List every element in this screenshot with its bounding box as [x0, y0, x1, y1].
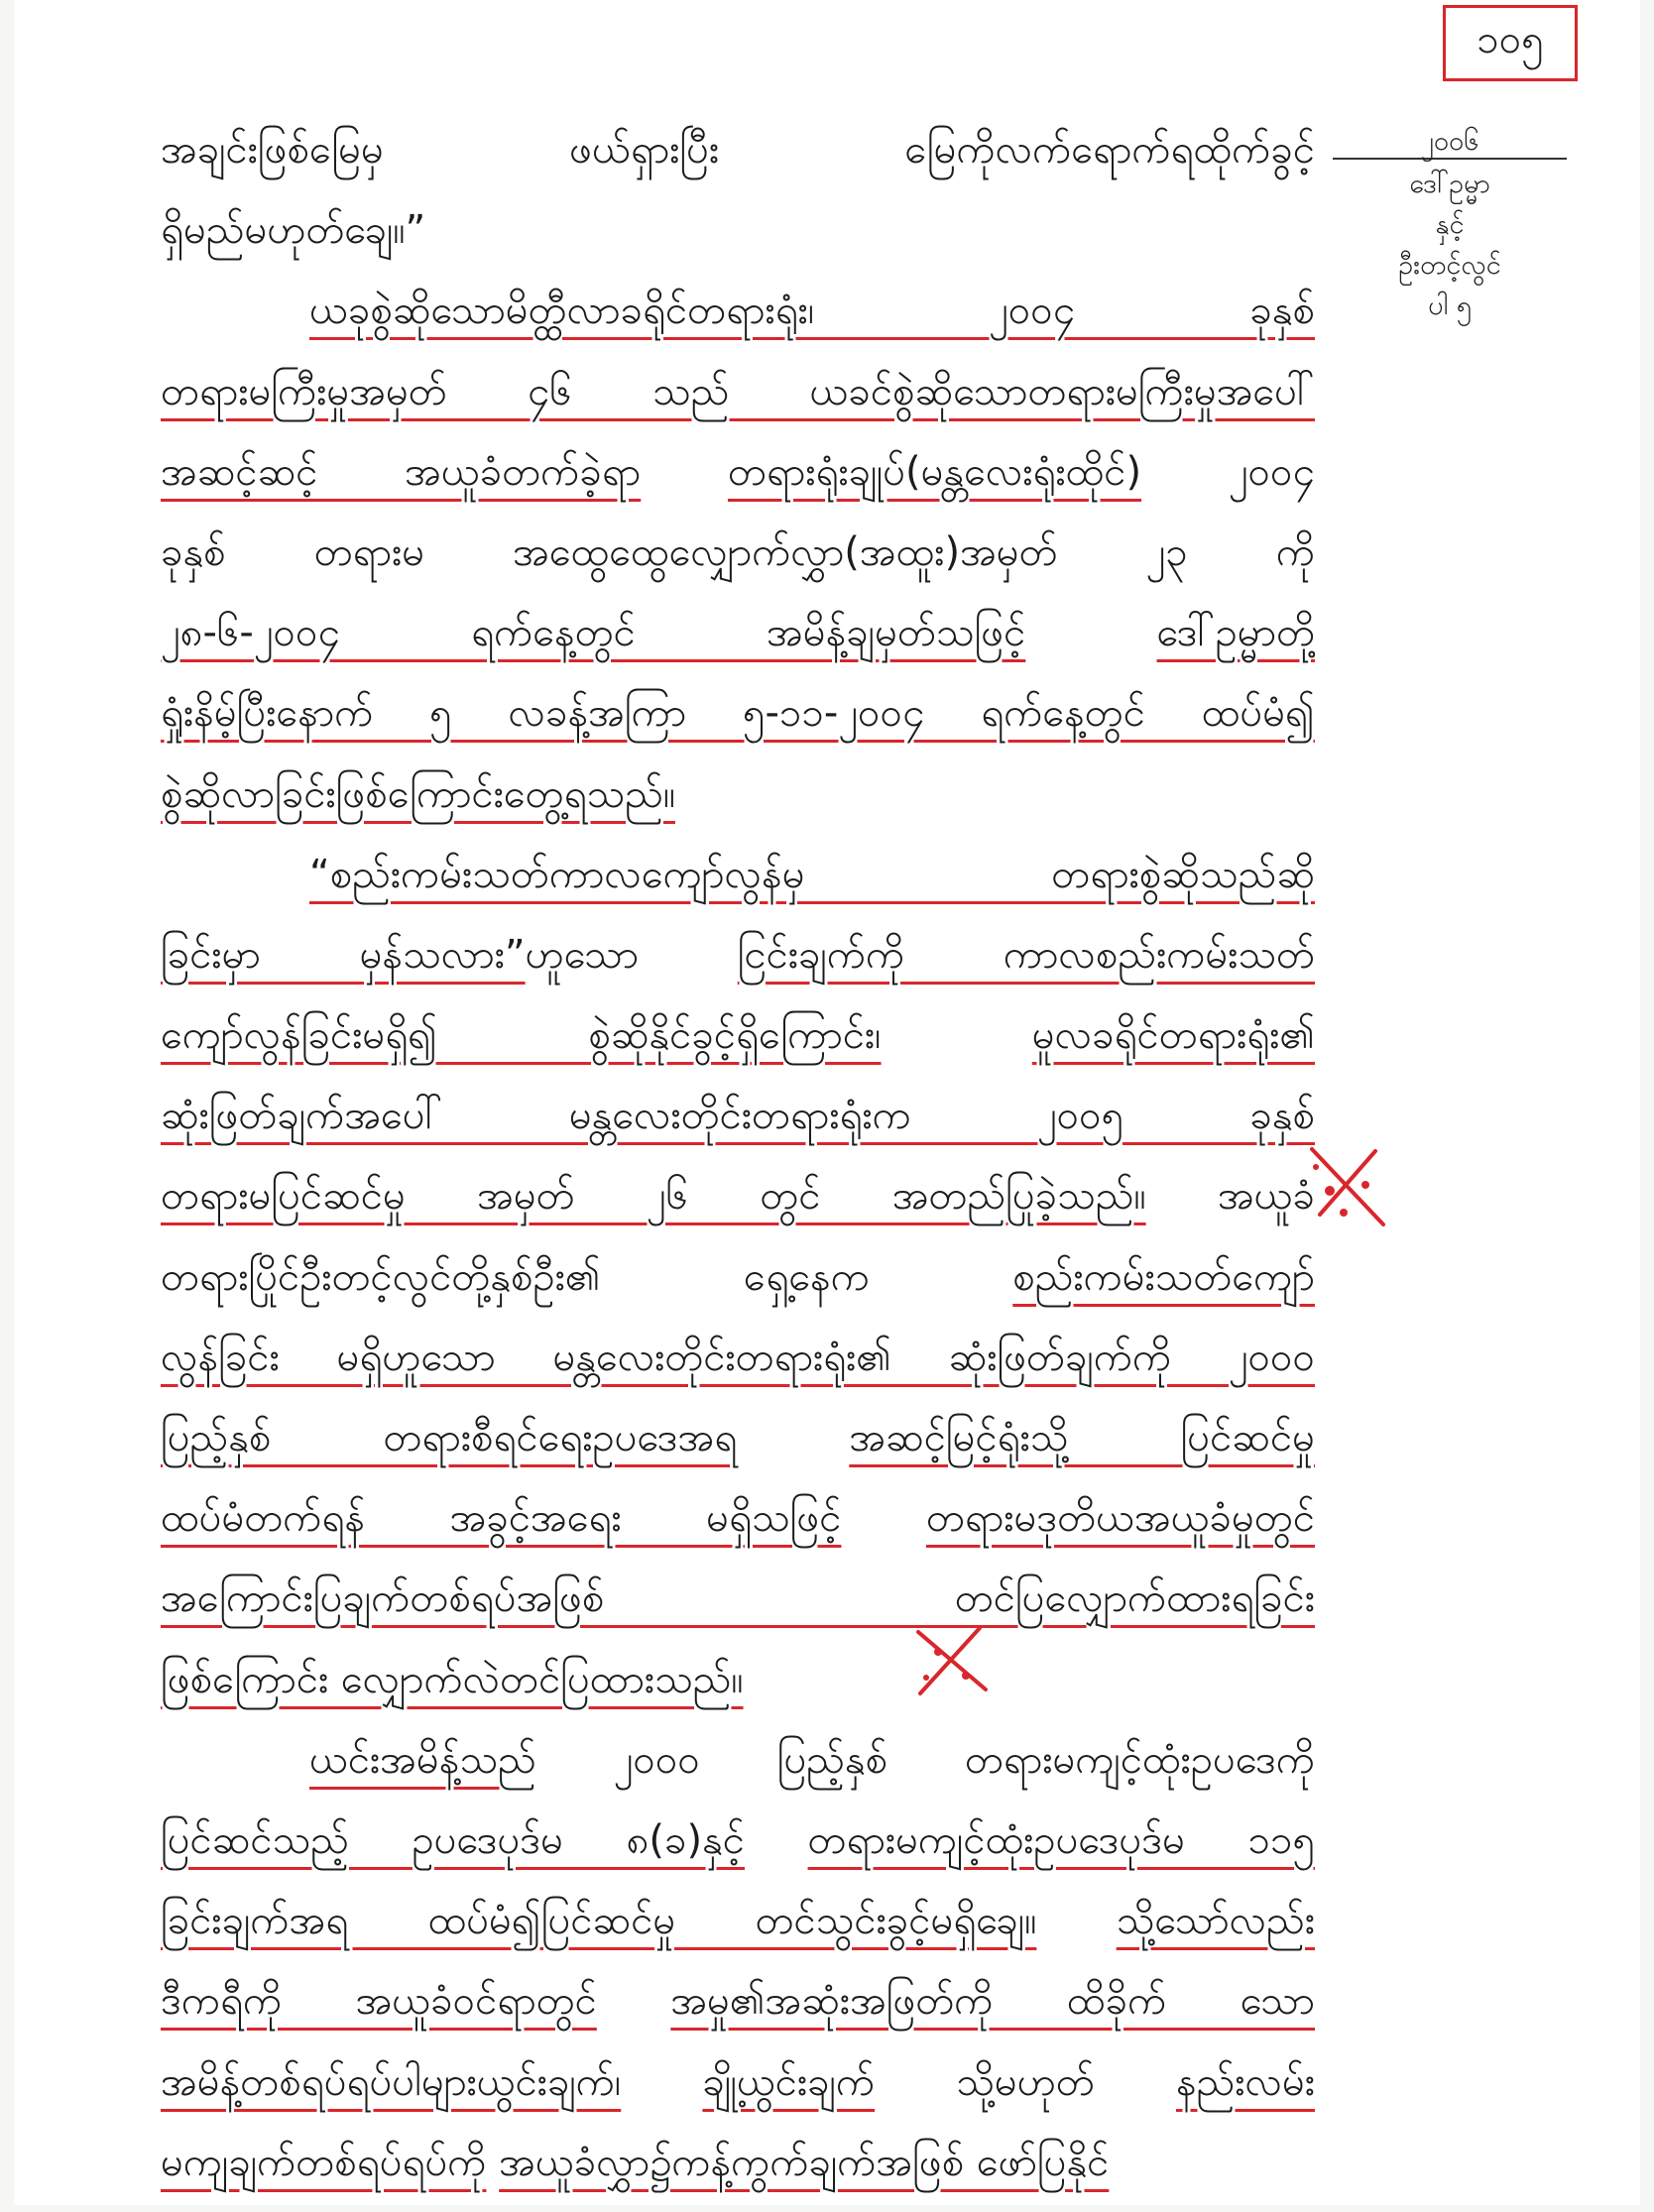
margin-citation-year: ၂၀၀၆: [1420, 126, 1479, 157]
underlined-text: ယခုစွဲဆိုသောမိတ္ထီလာခရိုင်တရားရုံး၊ ၂၀၀၄ ခုနှစ်: [309, 288, 1315, 334]
text-run: [737, 1415, 849, 1460]
underlined-text: မူလခရိုင်တရားရုံး၏: [1031, 1012, 1315, 1059]
text-line: [161, 1649, 1315, 1729]
red-cross-mark: [1306, 1145, 1389, 1228]
body-text: [161, 119, 1315, 2212]
text-run: [745, 1817, 808, 1863]
text-line: [161, 924, 1315, 1004]
text-run: အယူခံ: [1145, 1173, 1315, 1220]
text-line: [161, 1165, 1315, 1245]
underlined-text: တရားမကျင့်ထုံးဥပဒေပုဒ်မ ၁၁၅: [807, 1816, 1315, 1863]
underlined-text: ဒီကရီကို အယူခံဝင်ရာတွင်: [161, 1978, 597, 2025]
text-run: ၂၀၀၄: [1141, 448, 1315, 495]
underlined-text: မကျချက်တစ်ရပ်ရပ်ကို: [161, 2139, 487, 2185]
underlined-text: ခြင်းမှာ မှန်သလား”: [161, 931, 526, 978]
underlined-text: အဆင့်ဆင့် အယူခံတက်ခဲ့ရာ: [161, 448, 642, 495]
text-line: [161, 441, 1315, 522]
underlined-text: တရားမပြင်ဆင်မှု အမှတ် ၂၆ တွင် အတည်ပြုခဲ့သည်။: [161, 1173, 1146, 1220]
document-page: [14, 0, 1640, 2205]
underlined-text: စည်းကမ်းသတ်ကျော်: [1012, 1253, 1315, 1300]
text-line: [161, 1487, 1315, 1568]
text-line: [161, 602, 1315, 682]
underlined-text: အမိန့်တစ်ရပ်ရပ်ပါများယွင်းချက်၊: [161, 2058, 622, 2105]
underlined-text: ပြင်ဆင်သည့် ဥပဒေပုဒ်မ ၈(ခ)နှင့်: [161, 1816, 745, 1863]
text-run: အချင်းဖြစ်မြေမှ ဖယ်ရှားပြီး မြေကိုလက်ရောက်ရထိုက်ခွင့်: [161, 127, 1315, 173]
text-line: [161, 1246, 1315, 1327]
page-number: ၁၀၅: [1443, 5, 1578, 81]
text-line: [161, 361, 1315, 441]
underlined-text: ၂၈-၆-၂၀၀၄ ရက်နေ့တွင် အမိန့်ချမှတ်သဖြင့်: [161, 610, 1026, 656]
text-run: [597, 1978, 670, 2024]
text-run: ဟူသော: [525, 931, 738, 978]
underlined-text: ထပ်မံတက်ရန် အခွင့်အရေး မရှိသဖြင့်: [161, 1495, 842, 1542]
underlined-text: အမှု၏အဆုံးအဖြတ်ကို ထိခိုက် သော: [670, 1978, 1315, 2025]
text-run: [641, 449, 728, 495]
text-run: [882, 1012, 1032, 1058]
text-line: [161, 1085, 1315, 1165]
underlined-text: အကြောင်းပြချက်တစ်ရပ်အဖြစ် တင်ပြလျှောက်ထားရခြင်း: [161, 1575, 1315, 1622]
text-line: [161, 199, 1315, 280]
text-run: ခုနှစ် တရားမ အထွေထွေလျှောက်လွှာ(အထူး)အမှတ် ၂၃ ကို: [161, 528, 1315, 575]
underlined-text: ကျော်လွန်ခြင်းမရှိ၍ စွဲဆိုနိုင်ခွင့်ရှိကြောင်း၊: [161, 1012, 882, 1059]
underlined-text: ယင်းအမိန့်သည်: [309, 1736, 536, 1783]
underlined-text: ဒေါ်ဥမ္မာတို့: [1156, 610, 1315, 656]
underlined-text: ချို့ယွင်းချက်: [702, 2058, 876, 2105]
margin-citation-line: ဒေါ်ဥမ္မာ: [1409, 169, 1490, 199]
margin-citation-line: ပါ ၅: [1428, 291, 1472, 321]
text-line: [161, 1890, 1315, 1970]
underlined-text: တရားမကြီးမှုအမှတ် ၄၆ သည် ယခင်စွဲဆိုသောတရားမကြီးမှုအပေါ်: [161, 368, 1315, 414]
text-line: [161, 1407, 1315, 1487]
text-run: [486, 2140, 499, 2185]
text-line: [161, 1970, 1315, 2050]
underlined-text: သို့သော်လည်း: [1116, 1898, 1315, 1944]
underlined-text: “စည်းကမ်းသတ်ကာလကျော်လွန်မှ တရားစွဲဆိုသည်ဆို: [309, 851, 1315, 897]
underlined-text: နည်းလမ်း: [1175, 2058, 1315, 2105]
text-line: [161, 2051, 1315, 2132]
text-line: [161, 763, 1315, 844]
underlined-text: အဆင့်မြင့်ရုံးသို့ ပြင်ဆင်မှု: [849, 1415, 1315, 1460]
text-run: သို့မဟုတ်: [875, 2058, 1176, 2105]
text-line: [161, 1809, 1315, 1890]
text-run: [621, 2059, 702, 2105]
text-line: [161, 1568, 1315, 1648]
underlined-text: တရားရုံးချုပ်(မန္တလေးရုံးထိုင်): [727, 448, 1142, 495]
text-line: [161, 2132, 1315, 2212]
underlined-text: ငြင်းချက်ကို ကာလစည်းကမ်းသတ်: [737, 931, 1315, 978]
margin-citation: [1333, 121, 1567, 326]
text-line: [161, 119, 1315, 199]
text-line: [161, 1327, 1315, 1407]
underlined-text: ပြည့်နှစ် တရားစီရင်ရေးဥပဒေအရ: [161, 1415, 738, 1460]
text-run: [1025, 610, 1156, 655]
underlined-text: လွန်ခြင်း မရှိဟူသော မန္တလေးတိုင်းတရားရုံး၏ ဆုံးဖြတ်ချက်ကို ၂၀၀၀: [161, 1334, 1315, 1380]
text-line: [161, 844, 1315, 924]
underlined-text: ခြင်းချက်အရ ထပ်မံ၍ပြင်ဆင်မှု တင်သွင်းခွင့်မရှိချေ။: [161, 1898, 1037, 1944]
text-line: [161, 280, 1315, 360]
text-line: [161, 1729, 1315, 1809]
underlined-text: တရားမဒုတိယအယူခံမှုတွင်: [925, 1495, 1315, 1542]
margin-citation-line: ဦးတင့်လွင်: [1398, 250, 1501, 281]
red-cross-mark: [908, 1618, 992, 1701]
margin-citation-line: နှင့်: [1435, 209, 1465, 240]
underlined-text: ဆုံးဖြတ်ချက်အပေါ် မန္တလေးတိုင်းတရားရုံးက ၂၀၀၅ ခုနှစ်: [161, 1093, 1315, 1139]
text-run: ၂၀၀၀ ပြည့်နှစ် တရားမကျင့်ထုံးဥပဒေကို: [535, 1736, 1315, 1783]
text-run: တရားပြိုင်ဦးတင့်လွင်တို့နှစ်ဦး၏ ရှေ့နေက: [161, 1253, 1013, 1300]
underlined-text: အယူခံလွှာ၌ကန့်ကွက်ချက်အဖြစ် ဖော်ပြနိုင်: [499, 2139, 1110, 2185]
underlined-text: ဖြစ်ကြောင်း လျှောက်လဲတင်ပြထားသည်။: [161, 1656, 744, 1702]
text-run: ရှိမည်မဟုတ်ချေ။”: [161, 207, 426, 254]
text-line: [161, 682, 1315, 762]
text-line: [161, 522, 1315, 602]
text-line: [161, 1004, 1315, 1085]
text-run: [841, 1495, 926, 1541]
underlined-text: စွဲဆိုလာခြင်းဖြစ်ကြောင်းတွေ့ရသည်။: [161, 770, 675, 817]
underlined-text: ရှုံးနိမ့်ပြီးနောက် ၅ လခန့်အကြာ ၅-၁၁-၂၀၀၄ ရက်နေ့တွင် ထပ်မံ၍: [161, 690, 1315, 737]
text-run: [1036, 1898, 1116, 1943]
